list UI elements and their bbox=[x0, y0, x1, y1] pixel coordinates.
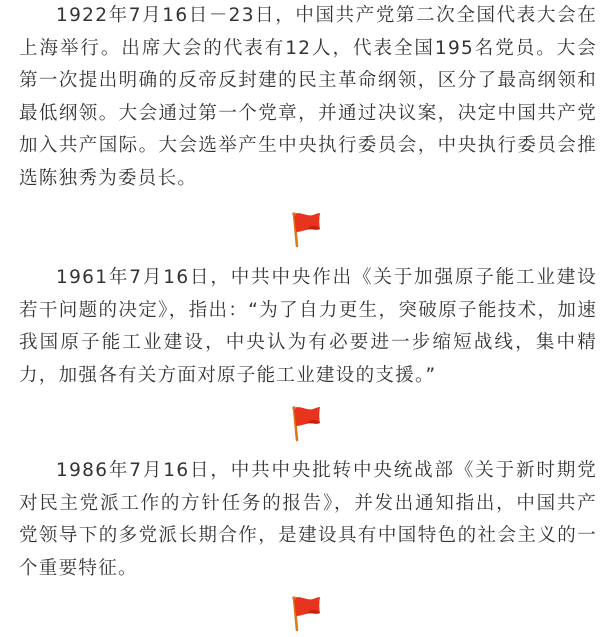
paragraph-1961: 1961年7月16日，中共中央作出《关于加强原子能工业建设若干问题的决定》，指出：“为了自力更生，突破原子能技术，加速我国原子能工业建设，中央认为有必要进一步缩短战线，集中精力，加强各有关方面对原子能工业建设的支援。” bbox=[19, 267, 597, 386]
paragraph-1922: 1922年7月16日－23日，中国共产党第二次全国代表大会在上海举行。出席大会的代表有12人，代表全国195名党员。大会第一次提出明确的反帝反封建的民主革命纲领，区分了最高纲领和最低纲领。大会通过第一个党章，并通过决议案，决定中国共产党加入共产国际。大会选举产生中央执行委员会，中央执行委员会推选陈独秀为委员长。 bbox=[19, 5, 597, 189]
red-flag-icon bbox=[287, 210, 323, 248]
red-flag-icon bbox=[287, 594, 323, 632]
red-flag-icon bbox=[287, 404, 323, 442]
paragraph-1986: 1986年7月16日，中共中央批转中央统战部《关于新时期党对民主党派工作的方针任务的报告》，并发出通知指出，中国共产党领导下的多党派长期合作，是建设具有中国特色的社会主义的一个重要特征。 bbox=[19, 460, 597, 579]
